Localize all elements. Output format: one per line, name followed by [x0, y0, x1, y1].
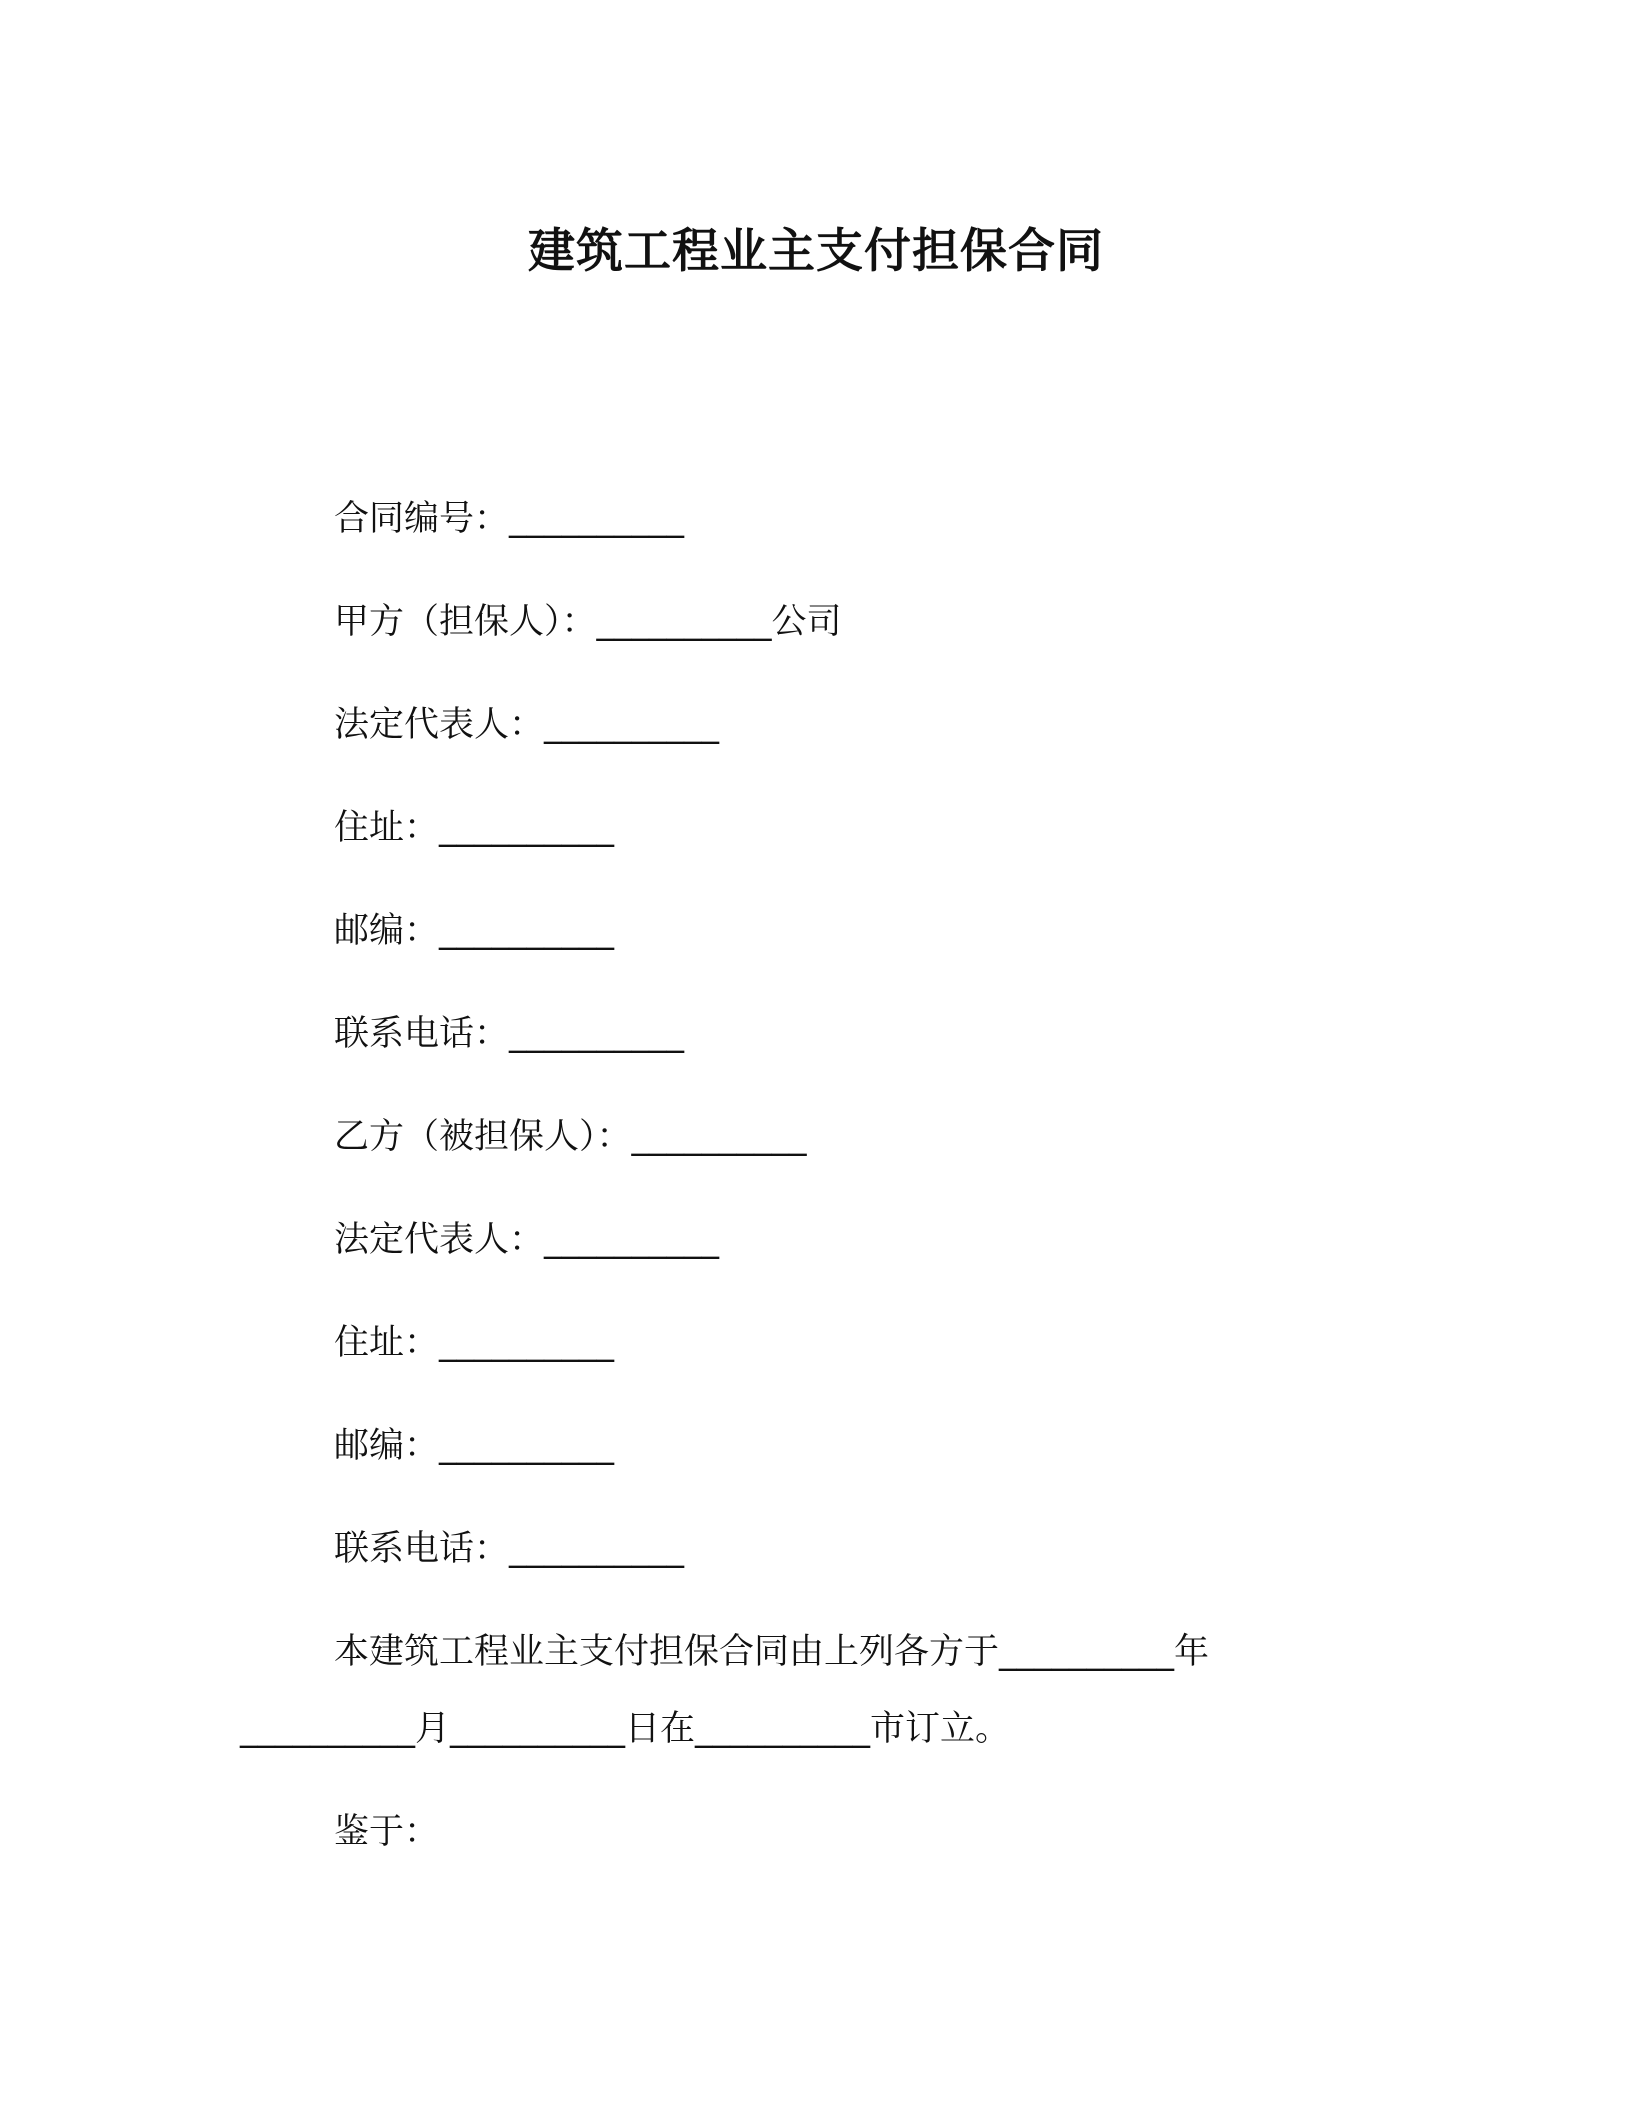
party-a-guarantor-field: 甲方（担保人）：__________公司 — [334, 602, 842, 642]
party-b-postcode-field: 邮编：__________ — [334, 1426, 615, 1466]
party-a-legal-representative-field: 法定代表人：__________ — [334, 705, 720, 745]
contract-number-field: 合同编号：__________ — [334, 499, 685, 539]
party-b-legal-representative-field: 法定代表人：__________ — [334, 1220, 720, 1260]
party-a-postcode-field: 邮编：__________ — [334, 911, 615, 951]
party-b-phone-field: 联系电话：__________ — [334, 1529, 685, 1569]
whereas-heading: 鉴于： — [334, 1812, 440, 1852]
party-b-address-field: 住址：__________ — [334, 1323, 615, 1363]
document-title: 建筑工程业主支付担保合同 — [528, 224, 1104, 279]
intro-paragraph-line-1: 本建筑工程业主支付担保合同由上列各方于__________年 — [334, 1632, 1210, 1672]
party-a-phone-field: 联系电话：__________ — [334, 1014, 685, 1054]
party-a-address-field: 住址：__________ — [334, 808, 615, 848]
intro-paragraph-line-2: __________月__________日在__________市订立。 — [240, 1709, 1011, 1749]
party-b-guaranteed-field: 乙方（被担保人）：__________ — [334, 1117, 807, 1157]
